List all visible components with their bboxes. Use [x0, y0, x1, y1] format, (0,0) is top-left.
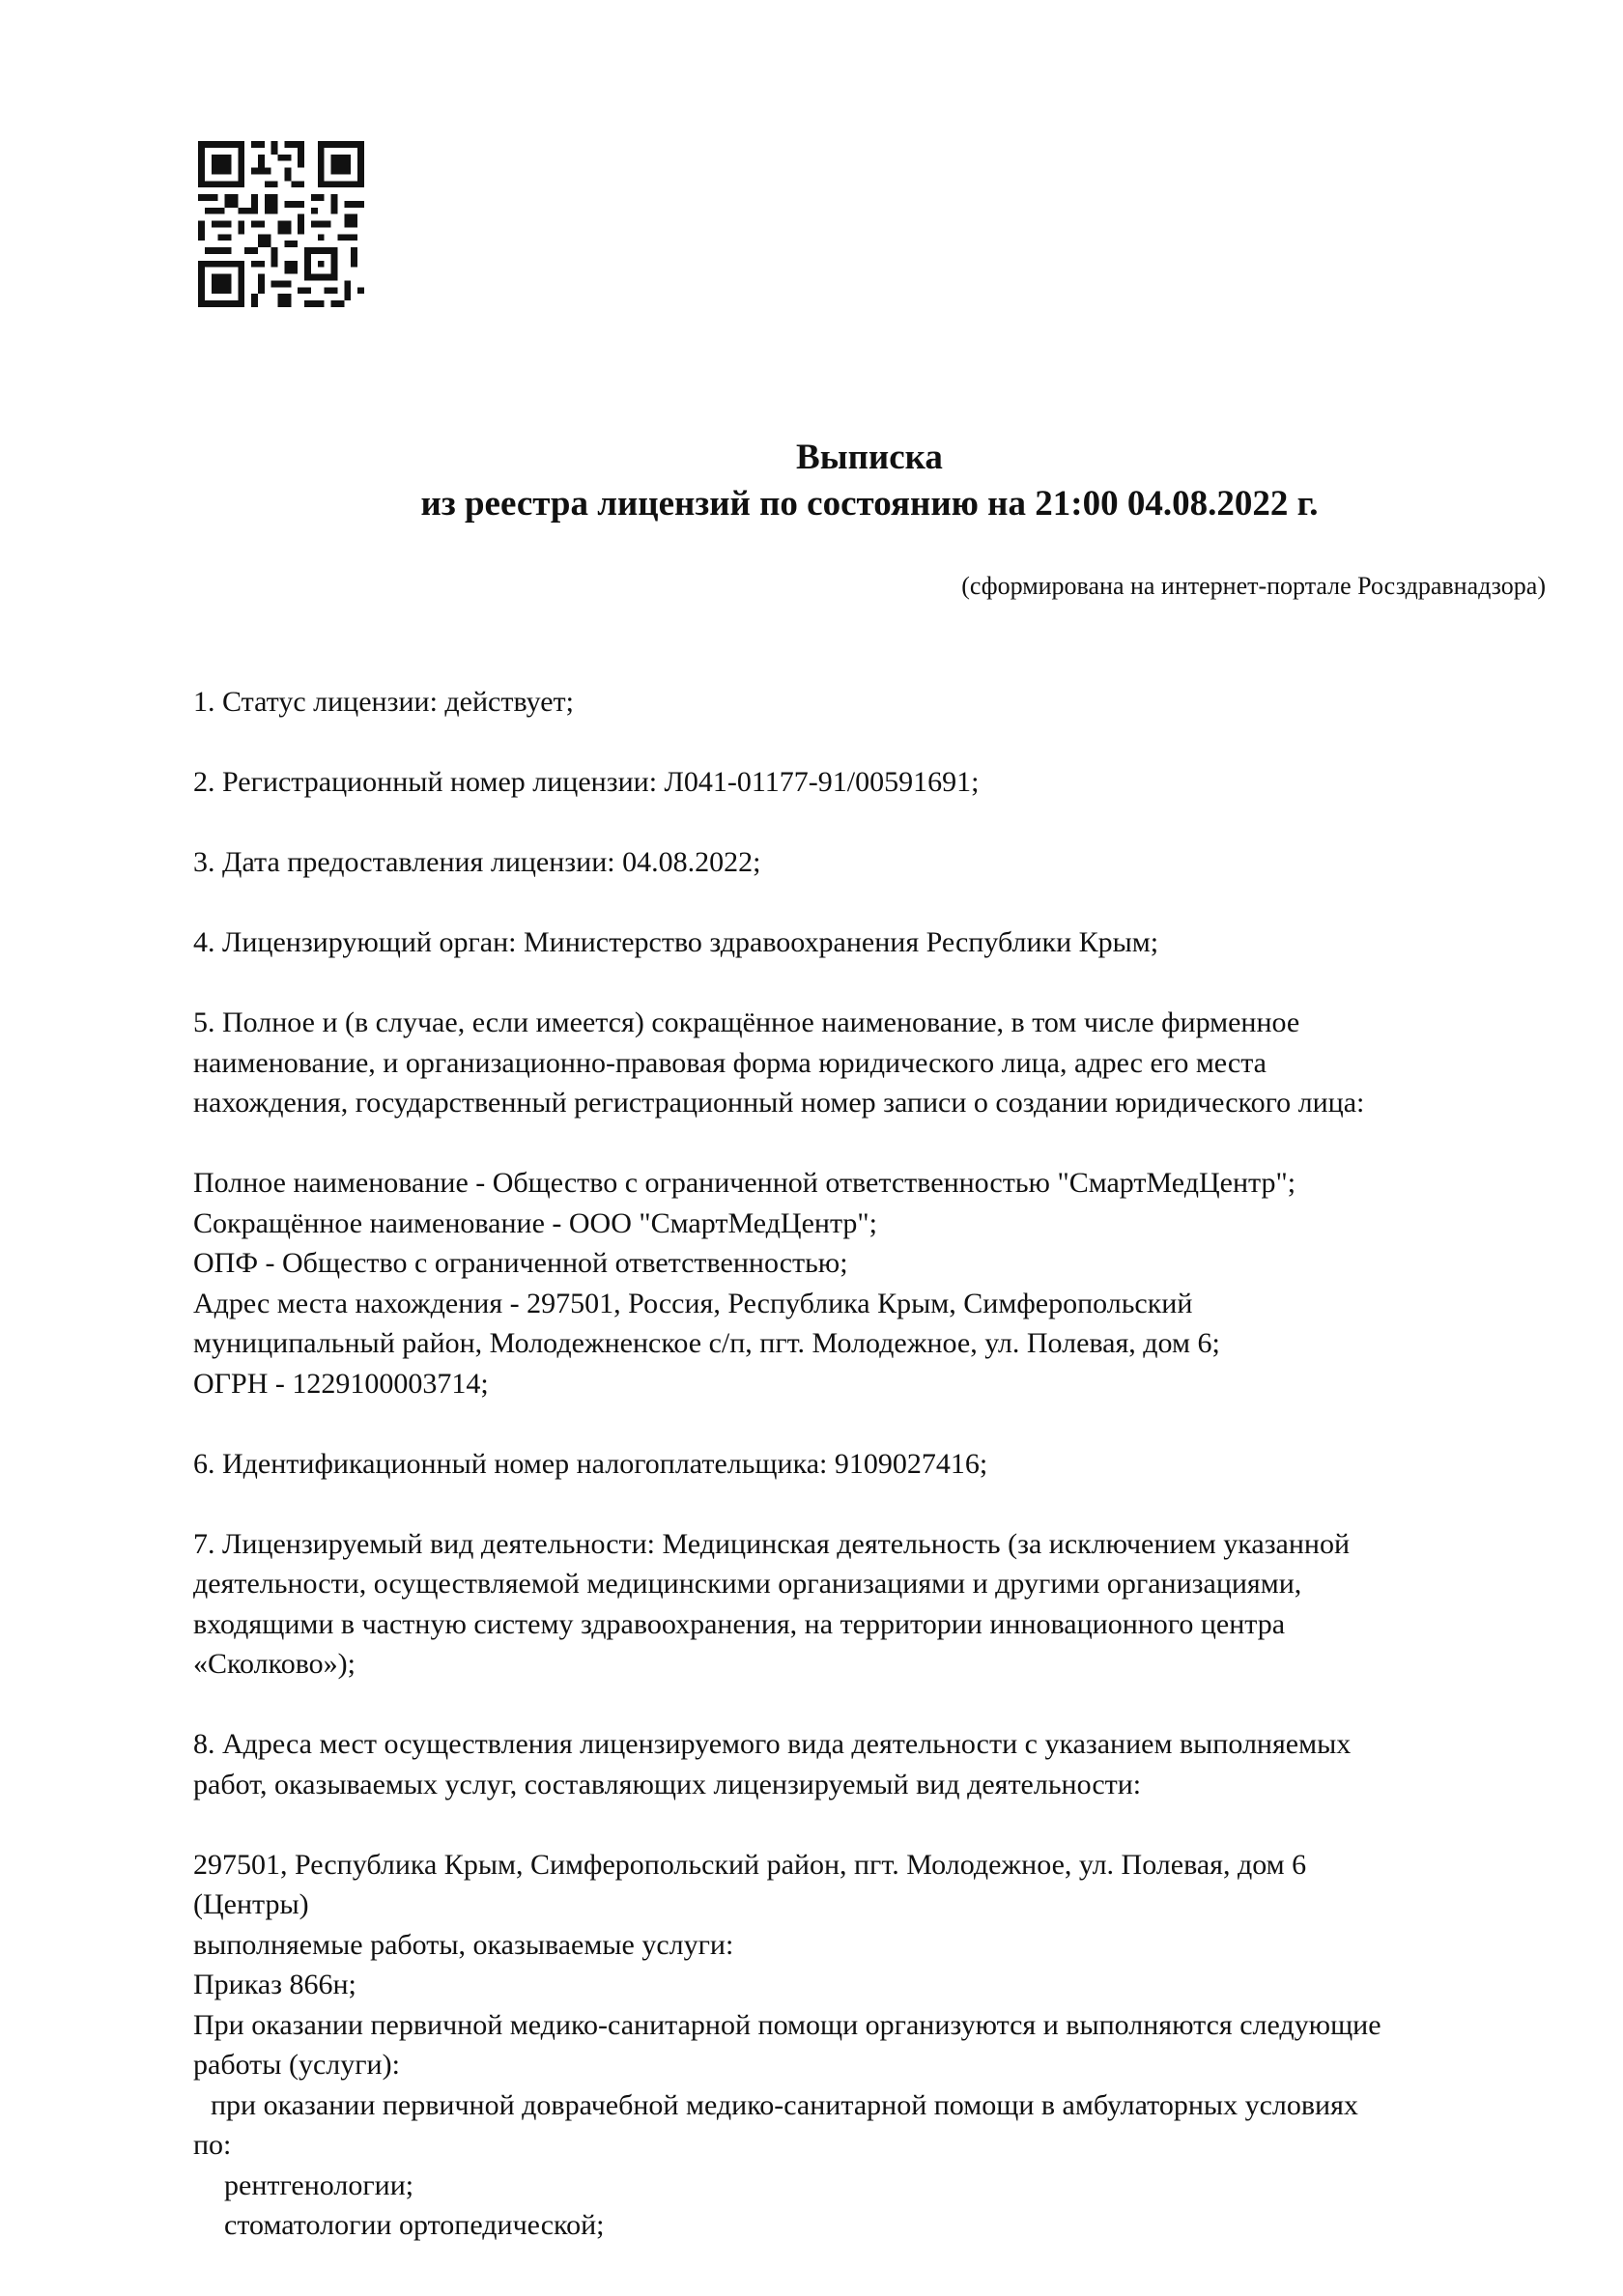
paragraph-line: 7. Лицензируемый вид деятельности: Медицинская деятельность (за исключением указанной — [193, 1527, 1351, 1560]
paragraph-line: деятельности, осуществляемой медицинскими организациями и другими организациями, — [193, 1568, 1302, 1600]
activity-type — [193, 1524, 1546, 1685]
license-reg-number: 2. Регистрационный номер лицензии: Л041-01177-91/00591691; — [193, 766, 980, 798]
pmsp-intro-cont: работы (услуги): — [193, 2049, 400, 2081]
license-status: 1. Статус лицензии: действует; — [193, 686, 574, 718]
paragraph-line: 5. Полное и (в случае, если имеется) сокращённое наименование, в том числе фирменное — [193, 1006, 1300, 1038]
document-body — [193, 682, 1546, 2246]
title-line-2: из реестра лицензий по состоянию на 21:00 04.08.2022 г. — [420, 484, 1319, 524]
taxpayer-id: 6. Идентификационный номер налогоплательщика: 9109027416; — [193, 1447, 988, 1480]
org-ogrn: ОГРН - 1229100003714; — [193, 1367, 489, 1400]
pmsp-intro: При оказании первичной медико-санитарной помощи организуются и выполняются следующие — [193, 2008, 1381, 2041]
licensing-body: 4. Лицензирующий орган: Министерство здравоохранения Республики Крым; — [193, 926, 1159, 958]
item-5-heading — [193, 1003, 1546, 1123]
paragraph-line: 8. Адреса мест осуществления лицензируемого вида деятельности с указанием выполняемых — [193, 1728, 1352, 1760]
qr-code — [198, 141, 364, 307]
organization-details — [193, 1163, 1546, 1403]
service-item: рентгенологии; — [224, 2168, 414, 2201]
org-short-name: Сокращённое наименование - ООО "СмартМедЦентр"; — [193, 1206, 878, 1239]
org-legal-form: ОПФ - Общество с ограниченной ответственностью; — [193, 1247, 848, 1279]
paragraph-line: «Сколково»); — [193, 1648, 356, 1680]
document-title — [0, 435, 1623, 527]
item-8-heading — [193, 1724, 1546, 1804]
org-address-cont: муниципальный район, Молодежненское с/п, пгт. Молодежное, ул. Полевая, дом 6; — [193, 1327, 1220, 1359]
activity-address-block — [193, 1845, 1546, 2246]
service-item: стоматологии ортопедической; — [224, 2209, 605, 2241]
pmsp-subheading-cont: по: — [193, 2129, 232, 2161]
license-grant-date: 3. Дата предоставления лицензии: 04.08.2022; — [193, 846, 761, 878]
paragraph-line: входящими в частную систему здравоохранения, на территории инновационного центра — [193, 1607, 1286, 1640]
activity-address: 297501, Республика Крым, Симферопольский район, пгт. Молодежное, ул. Полевая, дом 6 — [193, 1848, 1307, 1881]
title-line-1: Выписка — [796, 438, 943, 477]
pmsp-subheading: при оказании первичной доврачебной медико-санитарной помощи в амбулаторных условиях — [211, 2088, 1358, 2121]
activity-address-note: (Центры) — [193, 1888, 309, 1920]
org-address: Адрес места нахождения - 297501, Россия, Республика Крым, Симферопольский — [193, 1287, 1193, 1319]
org-full-name: Полное наименование - Общество с ограниченной ответственностью "СмартМедЦентр"; — [193, 1167, 1296, 1199]
works-label: выполняемые работы, оказываемые услуги: — [193, 1928, 734, 1961]
portal-note: (сформирована на интернет-портале Росздравнадзора) — [961, 572, 1546, 600]
paragraph-line: работ, оказываемых услуг, составляющих лицензируемый вид деятельности: — [193, 1768, 1142, 1800]
order-ref: Приказ 866н; — [193, 1969, 356, 2000]
paragraph-line: наименование, и организационно-правовая форма юридического лица, адрес его места — [193, 1046, 1267, 1079]
paragraph-line: нахождения, государственный регистрационный номер записи о создании юридического лица: — [193, 1087, 1365, 1119]
